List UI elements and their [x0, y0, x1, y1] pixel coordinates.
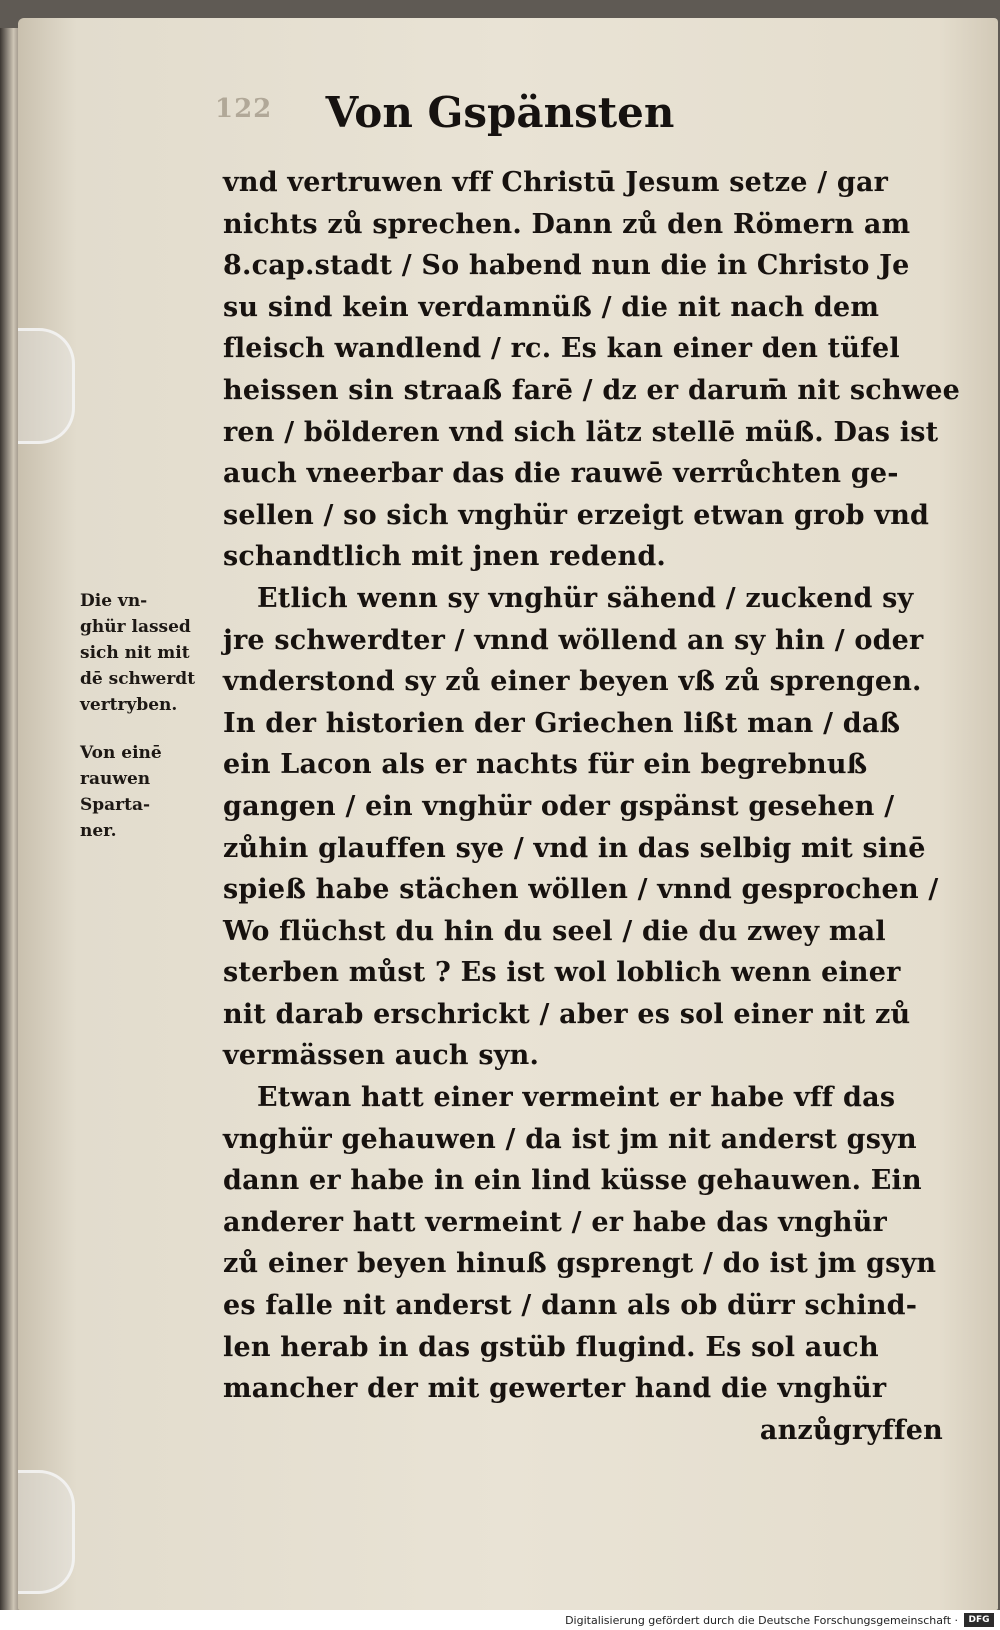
text-line: len herab in das gstüb flugind. Es sol auch — [223, 1331, 879, 1363]
main-text-block — [223, 162, 960, 1451]
text-line: schandtlich mit jnen redend. — [223, 541, 667, 573]
text-line: Etwan hatt einer vermeint er habe vff das — [257, 1082, 896, 1114]
text-line: vnd vertruwen vff Christū Jesum setze / gar — [223, 167, 889, 198]
text-line: vnderstond sy zů einer beyen vß zů sprengen. — [223, 666, 922, 698]
text-line: mancher der mit gewerter hand die vnghür — [223, 1373, 887, 1405]
text-line: Etlich wenn sy vnghür sähend / zuckend sy — [257, 582, 914, 614]
text-line: nichts zů sprechen. Dann zů den Römern am — [223, 208, 911, 240]
text-line: heissen sin straaß farē / dz er darum̄ nit schwee — [223, 374, 960, 406]
folio-number: 122 — [215, 94, 273, 124]
margin-note-line: Sparta- — [80, 795, 151, 815]
margin-note-line: ghür lassed — [80, 617, 191, 637]
funding-credit: Digitalisierung gefördert durch die Deutsche Forschungsgemeinschaft · — [565, 1614, 958, 1627]
margin-notes — [80, 588, 220, 866]
text-line: zůhin glauffen sye / vnd in das selbig mit sinē — [223, 832, 926, 864]
text-line: 8.cap.stadt / So habend nun die in Christo Je — [223, 250, 910, 282]
text-line: spieß habe stächen wöllen / vnnd gesprochen / — [223, 874, 939, 906]
margin-note — [80, 740, 220, 844]
margin-note-line: dē schwerdt — [80, 669, 196, 689]
margin-note-line: sich nit mit — [80, 643, 190, 663]
margin-note-line: rauwen — [80, 769, 151, 789]
margin-note-line: vertryben. — [80, 695, 178, 715]
text-line: anderer hatt vermeint / er habe das vnghür — [223, 1206, 887, 1238]
text-line: su sind kein verdamnüß / die nit nach dem — [223, 291, 880, 323]
text-line: es falle nit anderst / dann als ob dürr schind- — [223, 1290, 918, 1322]
running-head: Von Gspänsten — [325, 88, 675, 137]
dfg-logo: DFG — [964, 1613, 994, 1627]
text-line: zů einer beyen hinuß gsprengt / do ist jm gsyn — [223, 1248, 937, 1280]
page-clip-bottom — [18, 1470, 75, 1594]
text-line: jre schwerdter / vnnd wöllend an sy hin / oder — [223, 624, 924, 656]
text-line: ein Lacon als er nachts für ein begrebnuß — [223, 749, 868, 781]
text-line: In der historien der Griechen lißt man / daß — [223, 707, 901, 739]
margin-note-line: Von einē — [80, 743, 162, 763]
text-line: fleisch wandlend / rc. Es kan einer den tüfel — [223, 333, 900, 365]
text-line: Wo flüchst du hin du seel / die du zwey mal — [223, 915, 886, 947]
text-line: auch vneerbar das die rauwē verrůchten ge- — [223, 458, 899, 490]
text-line: sterben můst ? Es ist wol loblich wenn einer — [223, 957, 901, 989]
text-line: gangen / ein vnghür oder gspänst gesehen / — [223, 790, 895, 822]
margin-note-line: Die vn- — [80, 591, 148, 611]
text-line: vnghür gehauwen / da ist jm nit anderst gsyn — [223, 1123, 917, 1155]
margin-note — [80, 588, 220, 718]
catchword: anzůgryffen — [759, 1414, 943, 1446]
text-line: sellen / so sich vnghür erzeigt etwan grob vnd — [223, 499, 930, 531]
text-line: dann er habe in ein lind küsse gehauwen. Ein — [223, 1165, 922, 1197]
page-clip-top — [18, 328, 75, 444]
text-line: vermässen auch syn. — [223, 1040, 540, 1072]
text-line: ren / bölderen vnd sich lätz stellē müß. Das ist — [223, 416, 939, 448]
text-line: nit darab erschrickt / aber es sol einer nit zů — [223, 998, 911, 1030]
margin-note-line: ner. — [80, 821, 117, 841]
